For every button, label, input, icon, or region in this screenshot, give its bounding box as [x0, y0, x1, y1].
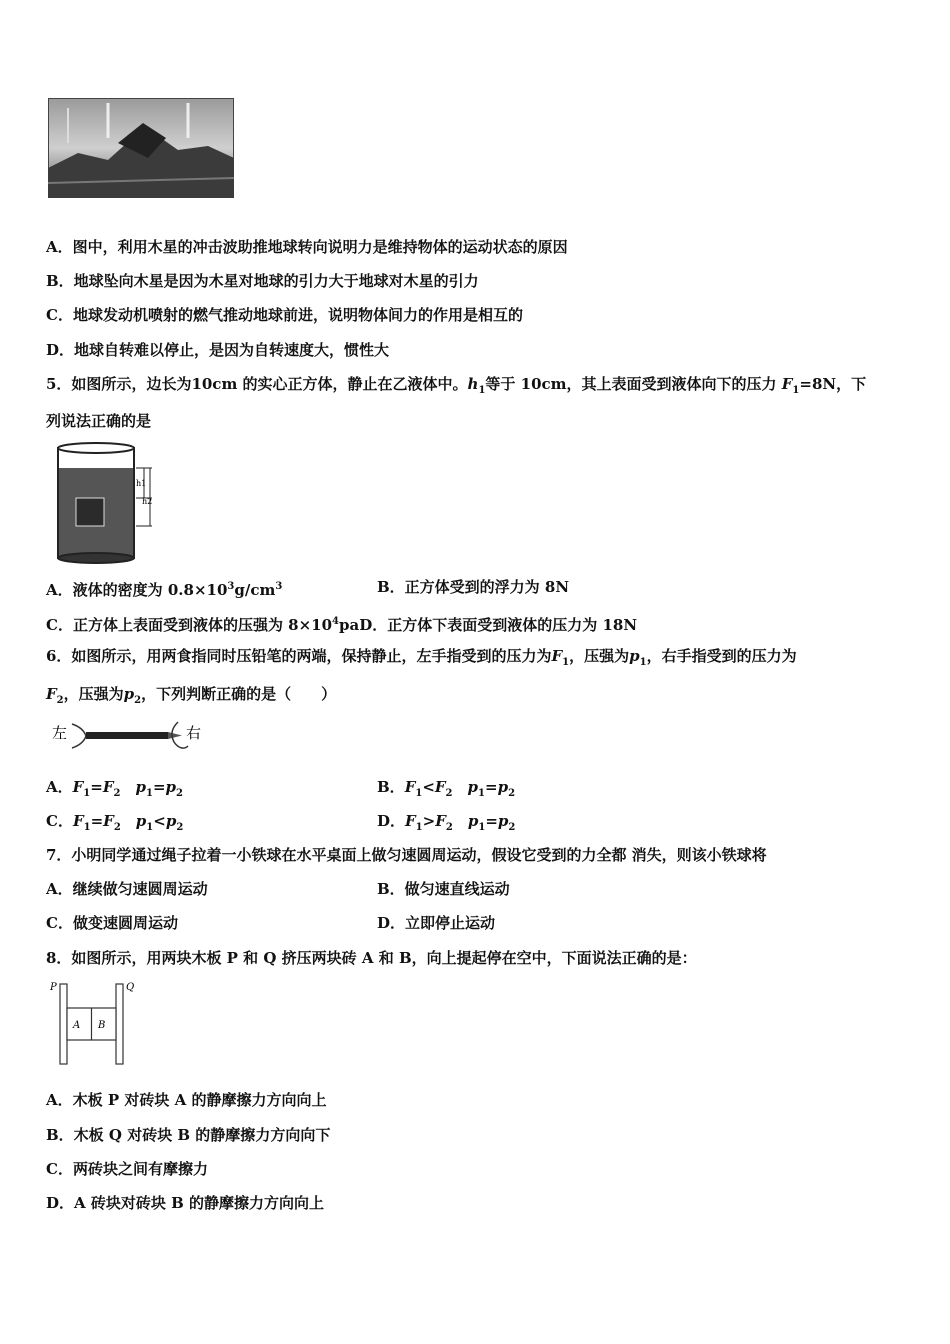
label-left: 左 [52, 724, 68, 742]
q6-option-b: B．$F_1<F_2$ $p_1=p_2$ [377, 778, 516, 799]
q4-option-b: B．地球坠向木星是因为木星对地球的引力大于地球对木星的引力 [46, 272, 479, 290]
q5-option-a: A．液体的密度为 $0.8\times 10^3g/cm^3$ [46, 581, 283, 599]
q6-option-a: A．$F_1=F_2$ $p_1=p_2$ [46, 778, 183, 799]
q5-option-b: B．正方体受到的浮力为 8N [377, 578, 570, 596]
q5-option-cd: C．正方体上表面受到液体的压强为 $8\times 10^4paD$．正方体下表面受到液体的压力为 18N [46, 616, 638, 634]
q6-option-d: D．$F_1>F_2$ $p_1=p_2$ [377, 812, 516, 833]
q4-option-a: A．图中，利用木星的冲击波助推地球转向说明力是维持物体的运动状态的原因 [46, 238, 568, 256]
q4-option-d: D．地球自转难以停止，是因为自转速度大，惯性大 [46, 341, 390, 359]
q7-option-b: B．做匀速直线运动 [377, 880, 510, 898]
label-p: P [50, 982, 57, 993]
q8-option-b: B．木板 Q 对砖块 B 的静摩擦力方向向下 [46, 1126, 331, 1144]
q4-option-c: C．地球发动机喷射的燃气推动地球前进，说明物体间力的作用是相互的 [46, 306, 523, 324]
q6-stem-line1: 6．如图所示，用两食指同时压铅笔的两端，保持静止，左手指受到的压力为$F_1$，压强为$p_1$，右手指受到的压力为 [46, 647, 797, 668]
q8-option-d: D．A 砖块对砖块 B 的静摩擦力方向向上 [46, 1194, 324, 1212]
label-q: Q [126, 982, 135, 993]
q5-stem-line2: 列说法正确的是 [46, 412, 152, 430]
label-a: A [73, 1020, 81, 1031]
label-b: B [98, 1020, 106, 1031]
q8-stem: 8．如图所示，用两块木板 P 和 Q 挤压两块砖 A 和 B，向上提起停在空中，下面说法正确的是： [46, 949, 697, 967]
label-h2: h2 [142, 497, 153, 506]
q7-stem: 7．小明同学通过绳子拉着一小铁球在水平桌面上做匀速圆周运动，假设它受到的力全都 消失，则该小铁球将 [46, 846, 767, 864]
label-right: 右 [186, 724, 202, 742]
q8-option-c: C．两砖块之间有摩擦力 [46, 1160, 208, 1178]
earth-jupiter-image [48, 98, 234, 198]
q7-option-d: D．立即停止运动 [377, 914, 496, 932]
q6-option-c: C．$F_1=F_2$ $p_1<p_2$ [46, 812, 184, 833]
q8-option-a: A．木板 P 对砖块 A 的静摩擦力方向向上 [46, 1091, 327, 1109]
q7-option-a: A．继续做匀速圆周运动 [46, 880, 208, 898]
q7-option-c: C．做变速圆周运动 [46, 914, 178, 932]
label-h1: h1 [136, 479, 147, 488]
q5-stem-line1: 5．如图所示，边长为10cm 的实心正方体，静止在乙液体中。$h_1$等于 10cm，其上表面受到液体向下的压力 $F_1=8N$，下 [46, 375, 867, 396]
beaker-cube-diagram [52, 442, 162, 564]
pencil-fingers-diagram [50, 716, 210, 756]
q6-stem-line2: $F_2$，压强为$p_2$，下列判断正确的是（ ） [46, 685, 337, 706]
boards-bricks-diagram [48, 980, 140, 1066]
